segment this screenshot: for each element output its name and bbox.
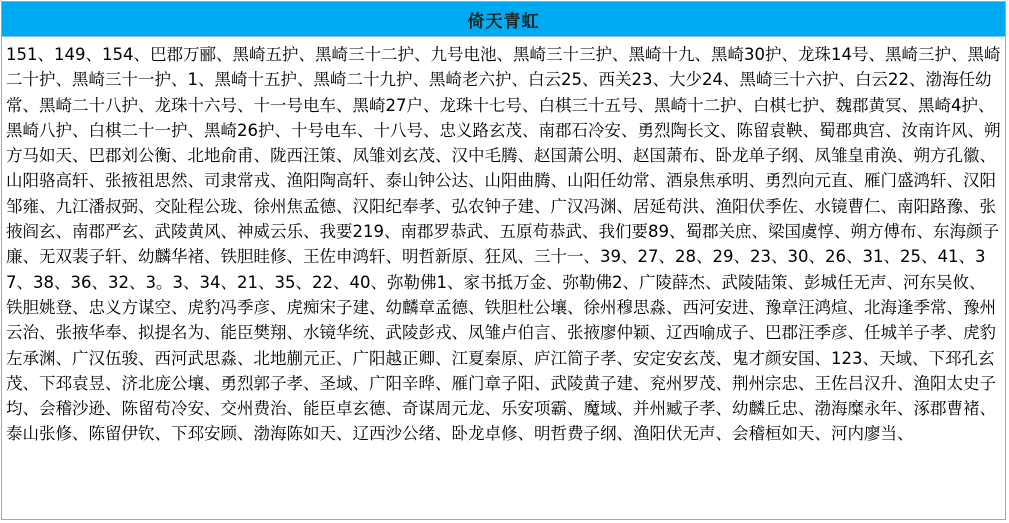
nickname-panel [1,1,1006,520]
panel-header [2,2,1005,37]
panel-title: 倚天青虹 [467,11,540,32]
nickname-list: 151、149、154、巴郡万郦、黑崎五护、黑崎三十二护、九号电池、黑崎三十三护、黑崎十九、黑崎30护、龙珠14号、黑崎三护、黑崎二十护、黑崎三十一护、1、黑崎十五护、黑崎二十九护、黑崎老六护、白云25、西关23、大少24、黑崎三十六护、白云22、渤海任幼常、黑崎二十八护、龙珠十六号、十一号电车、黑崎27户、龙珠十七号、白棋三十五号、黑崎十二护、白棋七护、魏郡黄冥、黑崎4护、黑崎八护、白棋二十一护、黑崎26护、十号电车、十八号、忠义路玄茂、南郡石冷安、勇烈陶长文、陈留袁鞅、蜀郡典宫、汝南许风、朔方马如天、巴郡刘公衡、北地俞甫、陇西汪策、凤雏刘玄茂、汉中毛腾、赵国萧公明、赵国萧布、卧龙单子纲、凤雏皇甫涣、朔方孔徽、山阳骆高轩、张掖祖思然、司隶常戎、渔阳陶高轩、泰山钟公达、山阳曲腾、山阳任幼常、酒泉焦承明、勇烈向元直、雁门盛鸿轩、汉阳邹雍、九江潘叔弼、交阯程公珑、徐州焦孟德、汉阳纪奉孝、弘农钟子建、广汉冯渊、居延苟洪、渔阳伏季佐、水镜曹仁、南阳路豫、张掖阎玄、南郡严玄、武陵黄风、神威云乐、我要219、南郡罗恭武、五原苟恭武、我们要89、蜀郡关庶、梁国虞惇、朔方傅布、东海颜子廉、无双裴子轩、幼麟华褚、铁胆眭修、王佐申鸿轩、明哲新原、狂风、三十一、39、27、28、29、23、30、26、31、25、41、37、38、36、32、3。3、34、21、35、22、40、弥勒佛1、家书抵万金、弥勒佛2、广陵薛杰、武陵陆策、彭城任无声、河东吴攸、铁胆姚登、忠义方谋空、虎豹冯季彦、虎痴宋子建、幼麟章孟德、铁胆杜公壤、徐州穆思淼、西河安进、豫章汪鸿煊、北海逢季常、豫州云治、张掖华奉、拟提名为、能臣樊翔、水镜华统、武陵彭戎、凤雏卢伯言、张掖廖仲颖、辽西喻成子、巴郡汪季彦、任城羊子孝、虎豹左承渊、广汉伍骏、西河武思淼、北地蒯元正、广阳越正卿、江夏秦原、庐江简子孝、安定安玄茂、鬼才颜安国、123、天域、下邳孔玄茂、下邳袁昱、济北庞公壤、勇烈郭子孝、圣域、广阳辛晔、雁门章子阳、武陵黄子建、兖州罗茂、荆州宗忠、王佐吕汉升、渔阳太史子均、会稽沙逊、陈留苟冷安、交州费治、能臣卓玄德、奇谋周元龙、乐安项霸、魔域、并州臧子孝、幼麟丘忠、渤海糜永年、涿郡曹褚、泰山张修、陈留伊钦、下邳安顾、渤海陈如天、辽西沙公绪、卧龙卓修、明哲费子纲、渔阳伏无声、会稽桓如天、河内廖当、 [6,45,1001,444]
